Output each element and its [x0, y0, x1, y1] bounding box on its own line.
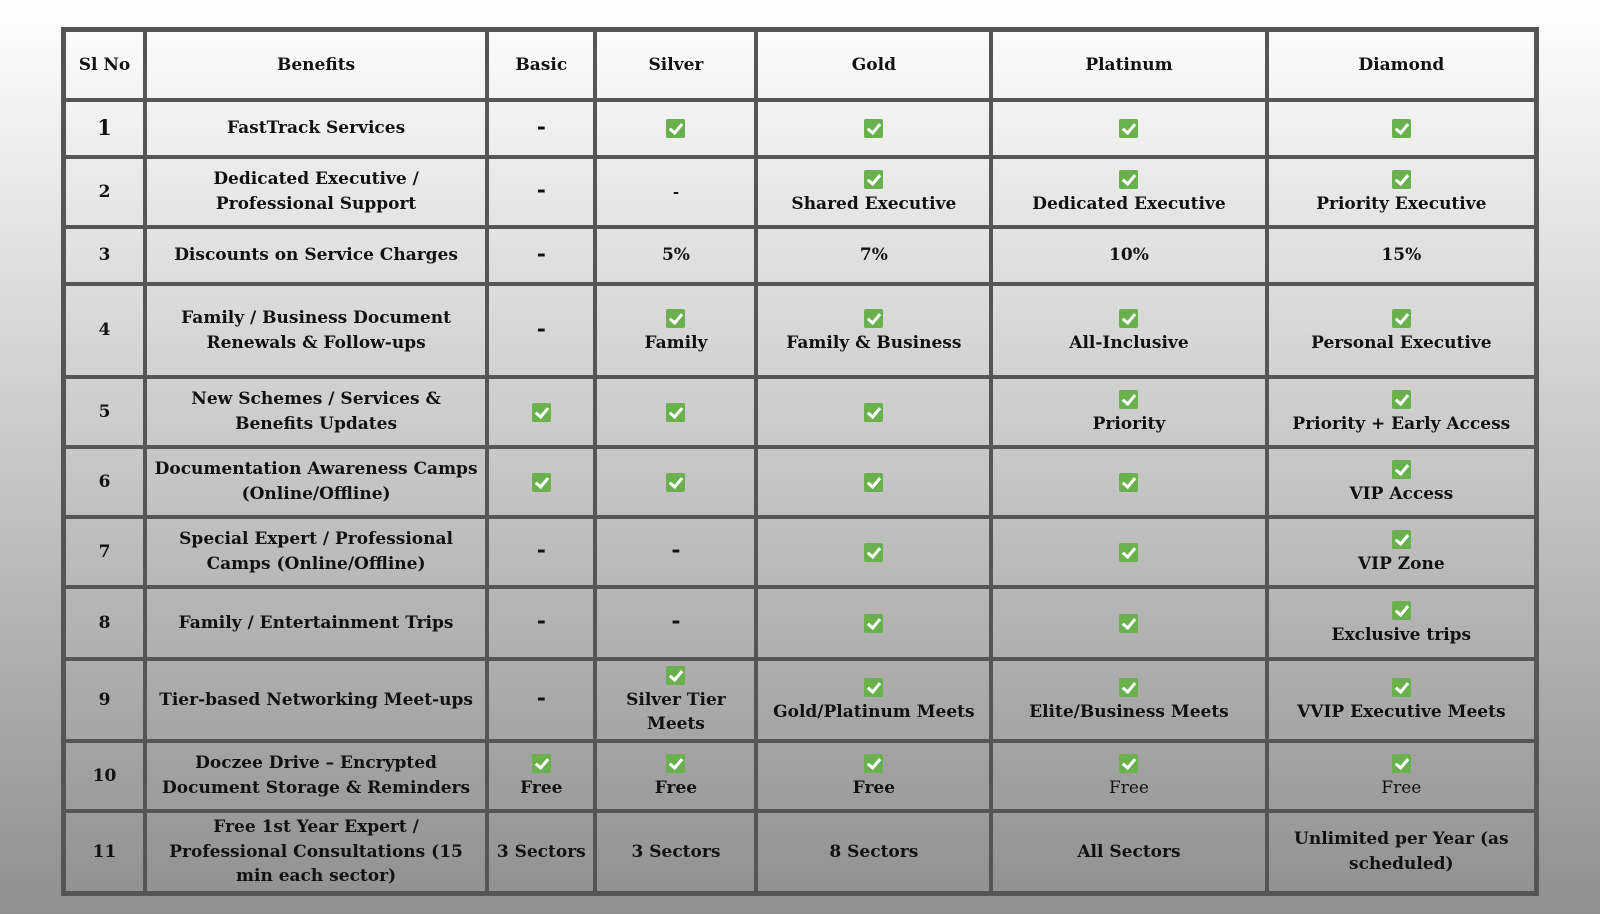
benefits-table-container [61, 27, 1539, 887]
header-gold: Gold [756, 30, 991, 100]
sl-no-cell: 3 [64, 227, 145, 284]
platinum-cell [991, 284, 1266, 377]
diamond-cell [1267, 377, 1536, 447]
sl-no-cell: 10 [64, 741, 145, 811]
basic-cell-text: - [536, 177, 546, 204]
gold-cell-text: Gold/Platinum Meets [773, 701, 975, 722]
header-row [64, 30, 1536, 100]
check-mark-icon [1119, 754, 1138, 773]
gold-cell [756, 157, 991, 227]
check-mark-icon [1392, 309, 1411, 328]
gold-cell [756, 227, 991, 284]
diamond-cell [1267, 157, 1536, 227]
check-mark-icon [864, 403, 883, 422]
benefit-cell: Free 1st Year Expert / Professional Consultations (15 min each sector) [145, 811, 487, 893]
check-mark-icon [1119, 678, 1138, 697]
platinum-cell [991, 587, 1266, 659]
check-mark-icon [1119, 390, 1138, 409]
basic-cell-text: - [536, 685, 546, 712]
gold-cell-text: Family & Business [786, 332, 962, 353]
silver-cell [595, 811, 756, 893]
basic-cell [487, 517, 595, 587]
silver-cell [595, 377, 756, 447]
table-row [64, 100, 1536, 157]
table-row [64, 659, 1536, 741]
diamond-cell-text: Priority + Early Access [1292, 414, 1511, 434]
sl-no-cell: 11 [64, 811, 145, 893]
diamond-cell [1267, 100, 1536, 157]
check-mark-icon [1392, 390, 1411, 409]
basic-cell-text: - [536, 608, 546, 635]
table-row [64, 377, 1536, 447]
sl-no-cell: 8 [64, 587, 145, 659]
silver-cell [595, 659, 756, 741]
silver-cell [595, 227, 756, 284]
gold-cell [756, 517, 991, 587]
silver-cell [595, 741, 756, 811]
table-row [64, 811, 1536, 893]
check-mark-icon [864, 754, 883, 773]
benefit-cell: Family / Business Document Renewals & Follow-ups [145, 284, 487, 377]
diamond-cell [1267, 284, 1536, 377]
basic-cell [487, 100, 595, 157]
check-mark-icon [1392, 754, 1411, 773]
basic-cell [487, 157, 595, 227]
sl-no-cell: 2 [64, 157, 145, 227]
platinum-cell-text: Elite/Business Meets [1029, 701, 1229, 722]
sl-no-cell: 9 [64, 659, 145, 741]
silver-cell [595, 284, 756, 377]
basic-cell [487, 587, 595, 659]
check-mark-icon [666, 119, 685, 138]
sl-no-cell: 4 [64, 284, 145, 377]
silver-cell [595, 447, 756, 517]
silver-cell [595, 587, 756, 659]
sl-no-cell: 1 [64, 100, 145, 157]
table-row [64, 741, 1536, 811]
silver-cell-text: Family [644, 332, 708, 353]
silver-cell-text: Silver Tier Meets [626, 689, 726, 735]
header-basic: Basic [487, 30, 595, 100]
check-mark-icon [666, 309, 685, 328]
check-mark-icon [1392, 601, 1411, 620]
diamond-cell [1267, 227, 1536, 284]
basic-cell-text: - [536, 315, 546, 342]
check-mark-icon [666, 754, 685, 773]
silver-cell [595, 517, 756, 587]
silver-cell-text: 3 Sectors [631, 841, 721, 862]
diamond-cell-text: Exclusive trips [1331, 625, 1472, 645]
gold-cell [756, 587, 991, 659]
silver-cell [595, 100, 756, 157]
basic-cell-text: - [536, 537, 546, 564]
benefit-cell: Dedicated Executive / Professional Support [145, 157, 487, 227]
diamond-cell-text: Priority Executive [1316, 194, 1487, 214]
check-mark-icon [864, 473, 883, 492]
sl-no-cell: 5 [64, 377, 145, 447]
platinum-cell-text: 10% [1109, 245, 1149, 266]
platinum-cell [991, 100, 1266, 157]
diamond-cell [1267, 741, 1536, 811]
gold-cell [756, 659, 991, 741]
platinum-cell [991, 377, 1266, 447]
platinum-cell-text: Dedicated Executive [1032, 194, 1226, 214]
diamond-cell-text: VIP Zone [1357, 554, 1445, 574]
benefit-cell: Special Expert / Professional Camps (Online/Offline) [145, 517, 487, 587]
header-benefits: Benefits [145, 30, 487, 100]
gold-cell [756, 811, 991, 893]
platinum-cell [991, 811, 1266, 893]
benefit-cell: Discounts on Service Charges [145, 227, 487, 284]
check-mark-icon [864, 678, 883, 697]
table-row [64, 227, 1536, 284]
basic-cell [487, 377, 595, 447]
check-mark-icon [864, 543, 883, 562]
basic-cell-text: Free [520, 777, 563, 798]
platinum-cell-text: All-Inclusive [1069, 332, 1189, 353]
basic-cell-text: - [536, 240, 546, 267]
diamond-cell-text: Personal Executive [1311, 332, 1492, 353]
basic-cell [487, 227, 595, 284]
table-row [64, 284, 1536, 377]
gold-cell [756, 377, 991, 447]
gold-cell-text: Shared Executive [791, 194, 957, 214]
header-silver: Silver [595, 30, 756, 100]
check-mark-icon [666, 473, 685, 492]
platinum-cell [991, 447, 1266, 517]
diamond-cell-text: VVIP Executive Meets [1297, 701, 1506, 722]
silver-cell-text: 5% [661, 245, 690, 266]
basic-cell [487, 811, 595, 893]
gold-cell-text: Free [852, 777, 896, 798]
check-mark-icon [532, 403, 551, 422]
gold-cell [756, 741, 991, 811]
check-mark-icon [864, 119, 883, 138]
gold-cell [756, 284, 991, 377]
check-mark-icon [666, 403, 685, 422]
silver-cell-text: Free [654, 777, 698, 798]
check-mark-icon [1119, 119, 1138, 138]
check-mark-icon [1392, 119, 1411, 138]
basic-cell-text: - [536, 113, 546, 140]
check-mark-icon [1119, 543, 1138, 562]
platinum-cell [991, 227, 1266, 284]
sl-no-cell: 7 [64, 517, 145, 587]
diamond-cell-text: Free [1381, 777, 1422, 798]
check-mark-icon [1392, 170, 1411, 189]
gold-cell-text: 7% [859, 245, 888, 266]
gold-cell [756, 100, 991, 157]
silver-cell-text: - [671, 537, 681, 564]
platinum-cell [991, 517, 1266, 587]
check-mark-icon [532, 473, 551, 492]
platinum-cell-text: Free [1108, 777, 1149, 798]
check-mark-icon [532, 754, 551, 773]
benefit-cell: Doczee Drive – Encrypted Document Storage & Reminders [145, 741, 487, 811]
check-mark-icon [1392, 460, 1411, 479]
check-mark-icon [1119, 614, 1138, 633]
table-row [64, 157, 1536, 227]
platinum-cell-text: Priority [1092, 414, 1166, 434]
membership-benefits-table [61, 27, 1539, 896]
benefit-cell: Documentation Awareness Camps (Online/Offline) [145, 447, 487, 517]
silver-cell [595, 157, 756, 227]
check-mark-icon [864, 170, 883, 189]
diamond-cell-text: Unlimited per Year (as scheduled) [1294, 829, 1509, 874]
benefit-cell: FastTrack Services [145, 100, 487, 157]
check-mark-icon [1119, 309, 1138, 328]
check-mark-icon [1392, 678, 1411, 697]
basic-cell-text: 3 Sectors [496, 841, 586, 862]
diamond-cell-text: 15% [1381, 245, 1422, 266]
platinum-cell [991, 659, 1266, 741]
check-mark-icon [1119, 473, 1138, 492]
table-row [64, 517, 1536, 587]
check-mark-icon [1392, 530, 1411, 549]
benefit-cell: New Schemes / Services & Benefits Updates [145, 377, 487, 447]
basic-cell [487, 741, 595, 811]
silver-cell-text: - [672, 182, 680, 201]
sl-no-cell: 6 [64, 447, 145, 517]
benefit-cell: Tier-based Networking Meet-ups [145, 659, 487, 741]
diamond-cell-text: VIP Access [1349, 484, 1454, 504]
benefit-cell: Family / Entertainment Trips [145, 587, 487, 659]
basic-cell [487, 284, 595, 377]
platinum-cell-text: All Sectors [1077, 841, 1181, 862]
check-mark-icon [1119, 170, 1138, 189]
platinum-cell [991, 741, 1266, 811]
check-mark-icon [864, 309, 883, 328]
diamond-cell [1267, 587, 1536, 659]
platinum-cell [991, 157, 1266, 227]
header-diamond: Diamond [1267, 30, 1536, 100]
gold-cell [756, 447, 991, 517]
table-row [64, 587, 1536, 659]
header-sl-no: Sl No [64, 30, 145, 100]
check-mark-icon [666, 666, 685, 685]
basic-cell [487, 659, 595, 741]
table-body [64, 100, 1536, 893]
diamond-cell [1267, 447, 1536, 517]
table-row [64, 447, 1536, 517]
silver-cell-text: - [671, 608, 681, 635]
diamond-cell [1267, 659, 1536, 741]
diamond-cell [1267, 517, 1536, 587]
header-platinum: Platinum [991, 30, 1266, 100]
diamond-cell [1267, 811, 1536, 893]
check-mark-icon [864, 614, 883, 633]
gold-cell-text: 8 Sectors [829, 841, 919, 862]
basic-cell [487, 447, 595, 517]
